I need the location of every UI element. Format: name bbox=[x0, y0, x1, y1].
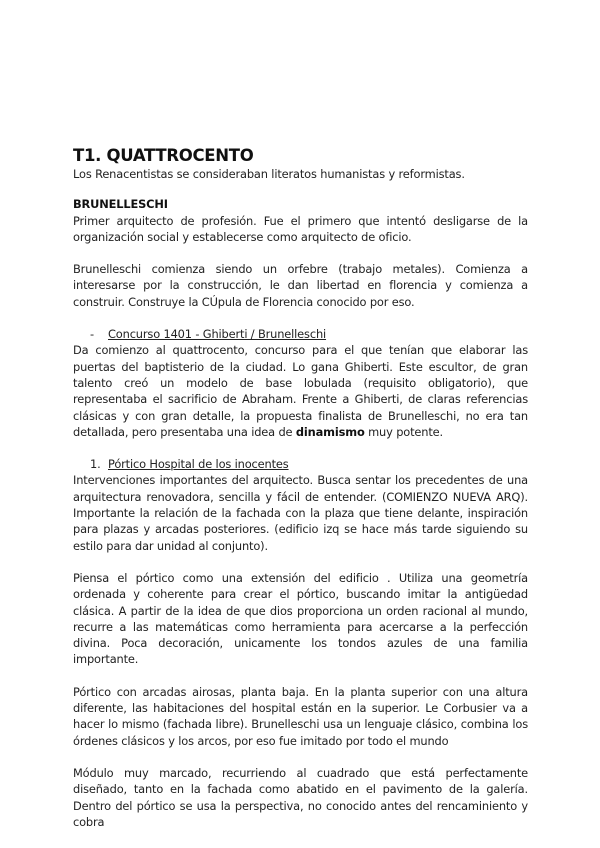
paragraph-concurso-end: muy potente. bbox=[364, 424, 443, 439]
subtitle: Los Renacentistas se consideraban literatos humanistas y reformistas. bbox=[73, 167, 465, 181]
number-marker: 1. bbox=[90, 457, 101, 472]
paragraph-intro: Primer arquitecto de profesión. Fue el primero que intentó desligarse de la organización social y establecerse como arquitecto de oficio. bbox=[73, 213, 528, 244]
paragraph-portico: Intervenciones importantes del arquitecto. Busca sentar los precedentes de una arquitectura renovadora, sencilla y fácil de entender. (COMIENZO NUEVA ARQ). Importante la relación de la fachada con la plaza que tiene delante, inspiración para plazas y arcadas posteriores. (edificio izq se hace más tarde siguiendo su estilo para dar unidad al conjunto). bbox=[73, 473, 528, 553]
paragraph-orfebre: Brunelleschi comienza siendo un orfebre (trabajo metales). Comienza a interesarse por la construcción, le dan libertad en florencia y comienza a construir. Construye la CÚpula de Florencia conocido por eso. bbox=[73, 262, 528, 309]
paragraph-piensa: Piensa el pórtico como una extensión del edificio . Utiliza una geometría ordenada y coherente para crear el pórtico, buscando imitar la antigüedad clásica. A partir de la idea de que dios proporciona un orden racional al mundo, recurre a las matemáticas como herramienta para acercarse a la perfección divina. Poca decoración, unicamente los tondos azules de una familia importante. bbox=[73, 570, 528, 667]
document-body bbox=[73, 146, 528, 830]
list-item-portico bbox=[73, 456, 528, 472]
paragraph-concurso bbox=[73, 342, 528, 440]
bullet-marker: - bbox=[90, 327, 94, 342]
section-heading: BRUNELLESCHI bbox=[73, 197, 168, 212]
keyword-dinamismo: dinamismo bbox=[295, 424, 365, 439]
paragraph-modulo: Módulo muy marcado, recurriendo al cuadrado que está perfectamente diseñado, tanto en la fachada como abatido en el pavimento de la galería. Dentro del pórtico se usa la perspectiva, no conocido antes del rencaminiento y cobra bbox=[73, 765, 528, 829]
paragraph-concurso-text: Da comienzo al quattrocento, concurso para el que tenían que elaborar las puertas del baptisterio de la ciudad. Lo gana Ghiberti. Este escultor, de gran talento creó un modelo de base lobulada (requisito obligatorio), que representaba el sacrificio de Abraham. Frente a Ghiberti, de claras referencias clásicas y con gran detalle, la propuesta finalista de Brunelleschi, no era tan detallada, pero presentaba una idea de bbox=[73, 343, 528, 439]
paragraph-arcadas: Pórtico con arcadas airosas, planta baja. En la planta superior con una altura diferente, las habitaciones del hospital están en la superior. Le Corbusier va a hacer lo mismo (fachada libre). Brunelleschi usa un lenguaje clásico, combina los órdenes clásicos y los arcos, por eso fue imitado por todo el mundo bbox=[73, 684, 528, 748]
page-title: T1. QUATTROCENTO bbox=[73, 146, 254, 165]
list-item-concurso bbox=[73, 326, 528, 342]
list-item-label: Pórtico Hospital de los inocentes bbox=[108, 457, 289, 472]
list-item-label: Concurso 1401 - Ghiberti / Brunelleschi bbox=[108, 327, 327, 342]
